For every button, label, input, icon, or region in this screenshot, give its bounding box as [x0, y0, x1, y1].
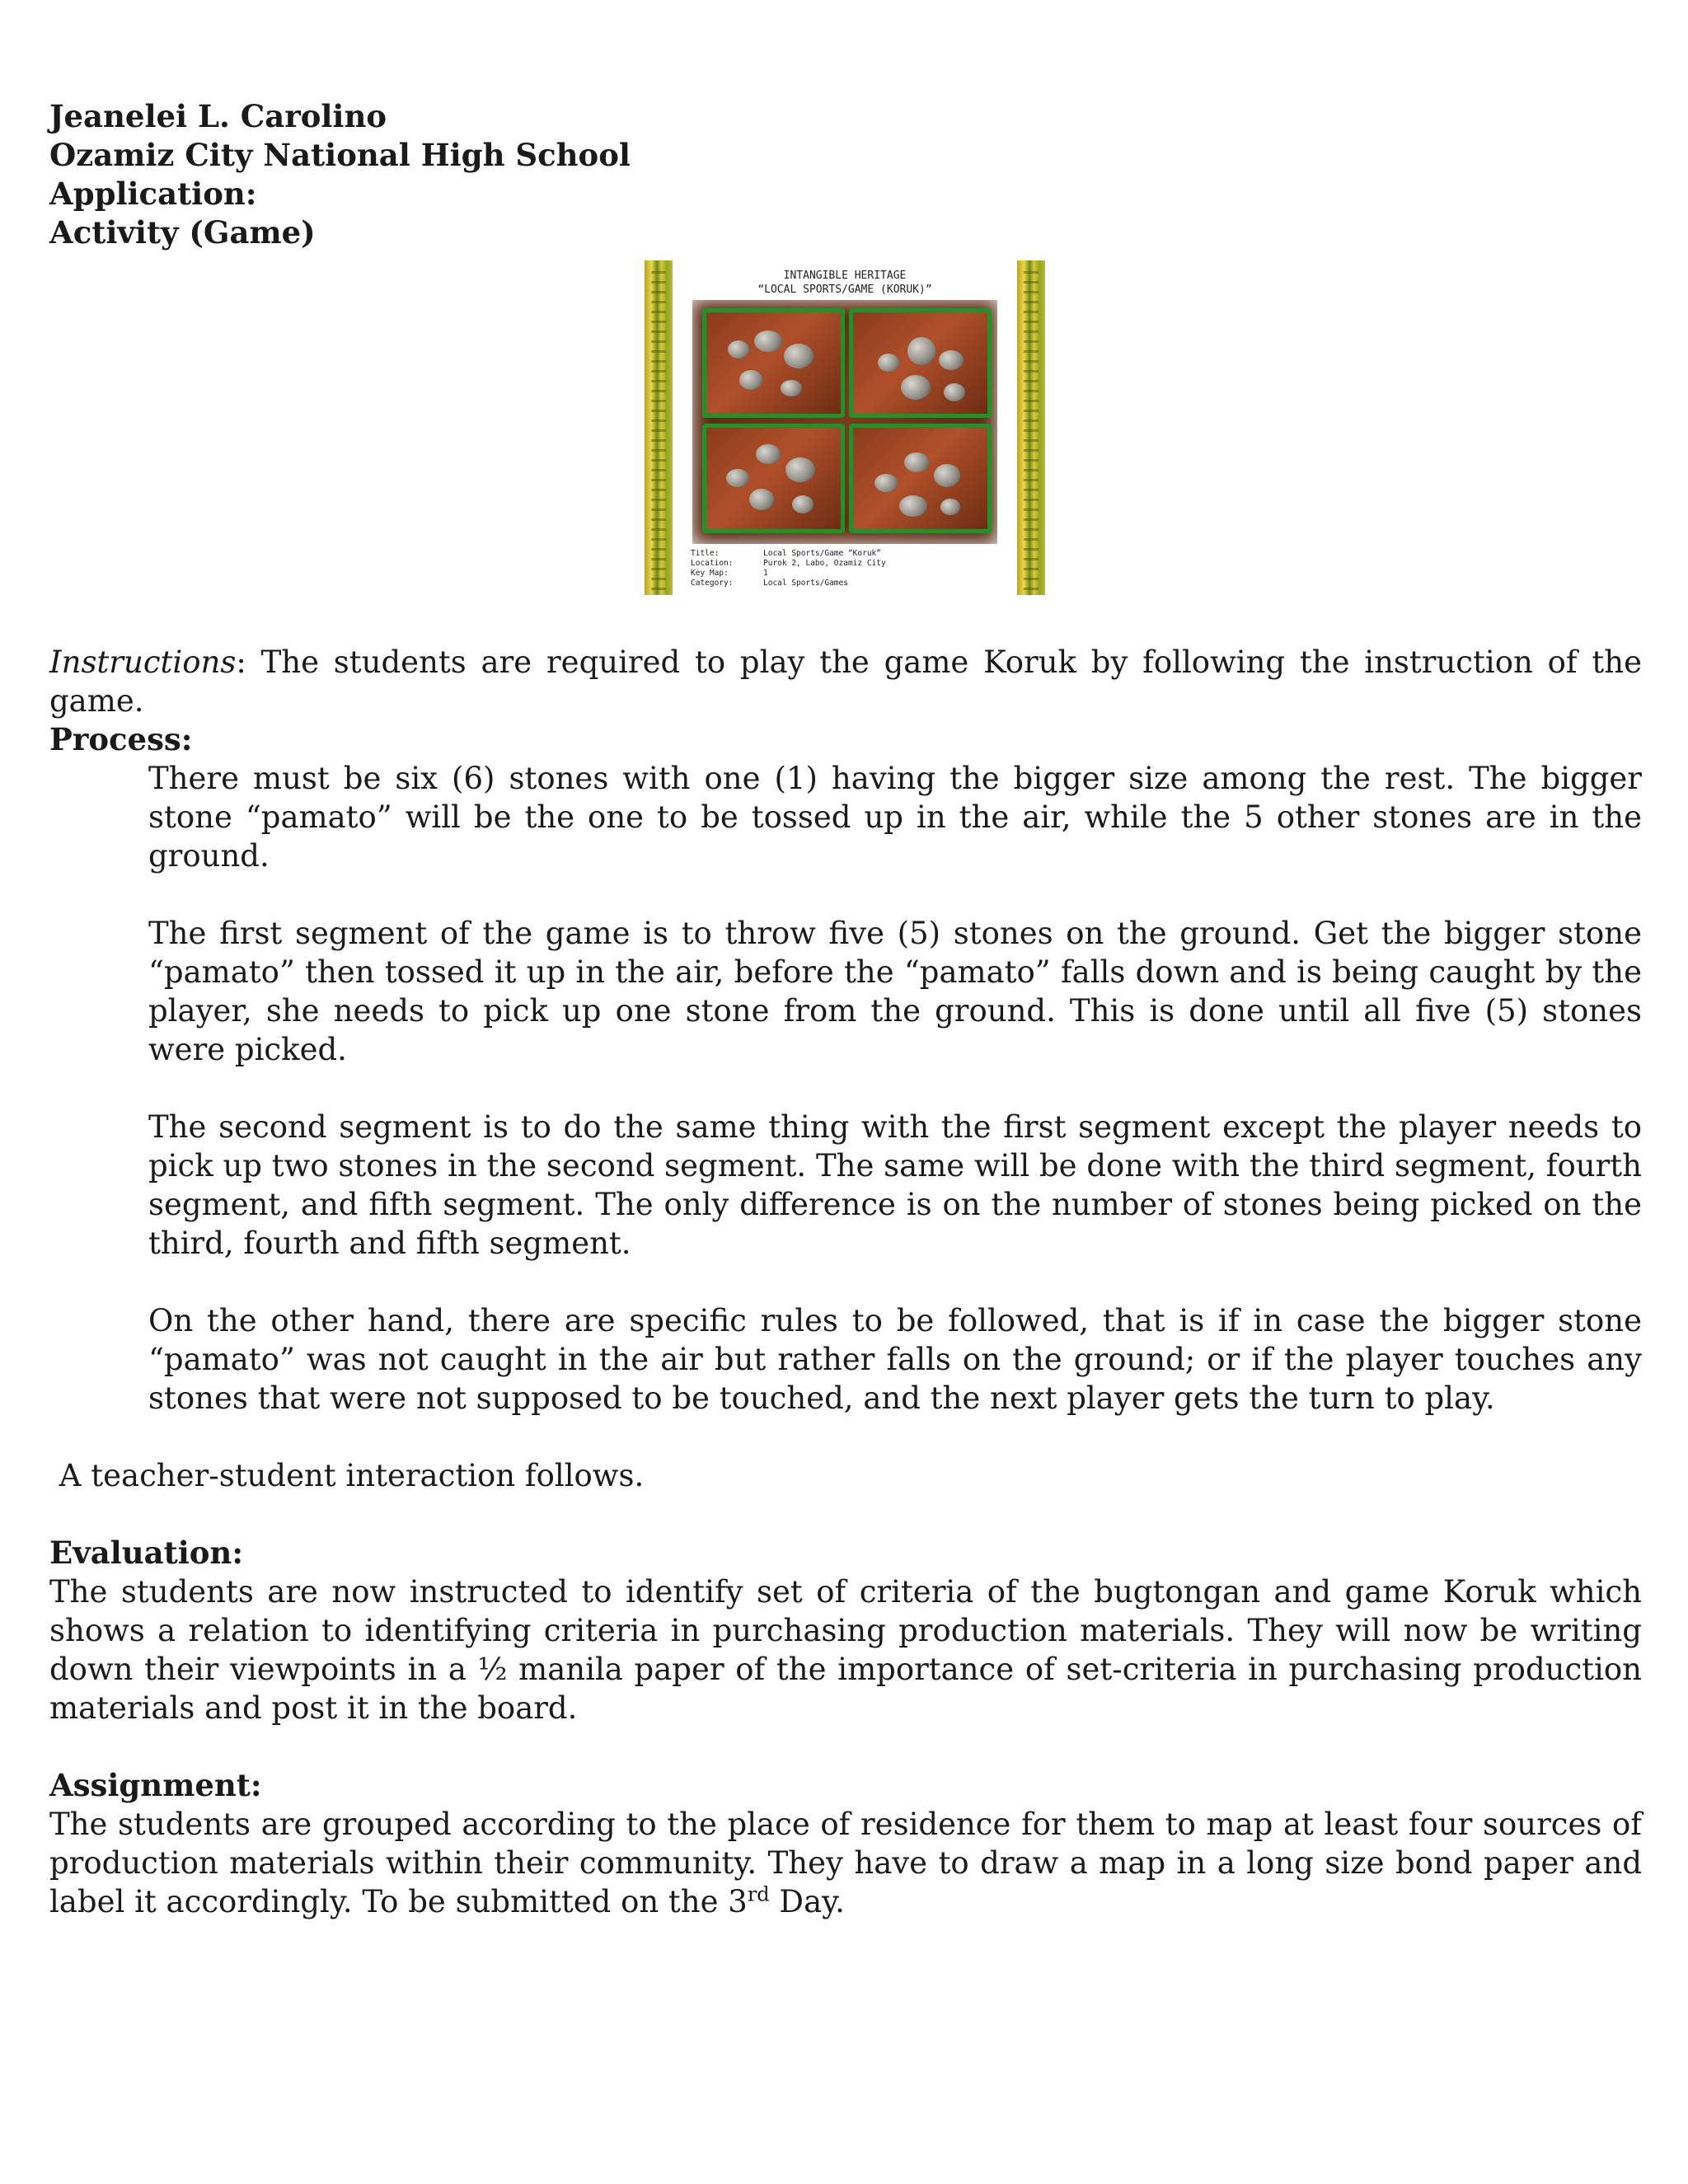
assignment-heading: Assignment: — [49, 1767, 262, 1803]
decorative-border-right — [1017, 260, 1045, 595]
stones-photo — [702, 308, 845, 418]
koruk-heritage-figure — [645, 260, 1045, 595]
school-name: Ozamiz City National High School — [49, 137, 631, 173]
instructions-paragraph: Instructions: The students are required to play the game Koruk by following the instruction of the game. — [49, 644, 1642, 719]
figure-caption: Title: Local Sports/Game “Koruk” Location: Purok 2, Labo, Ozamiz City Key Map: 1 Category: Local Sports/Games — [691, 549, 886, 588]
instructions-label: Instructions — [49, 644, 237, 680]
process-heading: Process: — [49, 721, 193, 757]
decorative-border-left — [645, 260, 673, 595]
document-page — [49, 97, 1642, 1921]
section-heading: Application: — [49, 176, 257, 212]
process-paragraph: The first segment of the game is to throw five (5) stones on the ground. Get the bigger stone “pamato” then tossed it up in the air, before the “pamato” falls down and is being caught by the player, she needs to pick up one stone from the ground. This is done until all five (5) stones were picked. — [148, 916, 1642, 1067]
evaluation-paragraph: The students are now instructed to identify set of criteria of the bugtongan and game Koruk which shows a relation to identifying criteria in purchasing production materials. They will now be writing down their viewpoints in a ½ manila paper of the importance of set-criteria in purchasing production materials and post it in the board. — [49, 1574, 1642, 1726]
process-paragraph: There must be six (6) stones with one (1) having the bigger size among the rest. The bigger stone “pamato” will be the one to be tossed up in the air, while the 5 other stones are in the ground. — [148, 761, 1642, 874]
evaluation-heading: Evaluation: — [49, 1535, 243, 1571]
process-paragraph: On the other hand, there are specific rules to be followed, that is if in case the bigger stone “pamato” was not caught in the air but rather falls on the ground; or if the player touches any stones that were not supposed to be touched, and the next player gets the turn to play. — [148, 1303, 1642, 1416]
stones-photo — [849, 308, 992, 418]
interaction-note: A teacher-student interaction follows. — [49, 1458, 645, 1493]
stones-photo — [702, 424, 845, 533]
figure-title: INTANGIBLE HERITAGE “LOCAL SPORTS/GAME (KORUK)” — [757, 269, 932, 296]
stones-photo-collage — [692, 300, 997, 544]
stones-photo — [849, 424, 992, 533]
process-paragraph: The second segment is to do the same thing with the first segment except the player needs to pick up two stones in the second segment. The same will be done with the third segment, fourth segment, and fifth segment. The only difference is on the number of stones being picked on the third, fourth and fifth segment. — [148, 1109, 1642, 1261]
activity-heading: Activity (Game) — [49, 214, 316, 251]
author-name: Jeanelei L. Carolino — [49, 98, 387, 134]
assignment-paragraph: The students are grouped according to the place of residence for them to map at least four sources of production materials within their community. They have to draw a map in a long size bond paper and label it accordingly. To be submitted on the 3rd Day. — [49, 1807, 1642, 1919]
